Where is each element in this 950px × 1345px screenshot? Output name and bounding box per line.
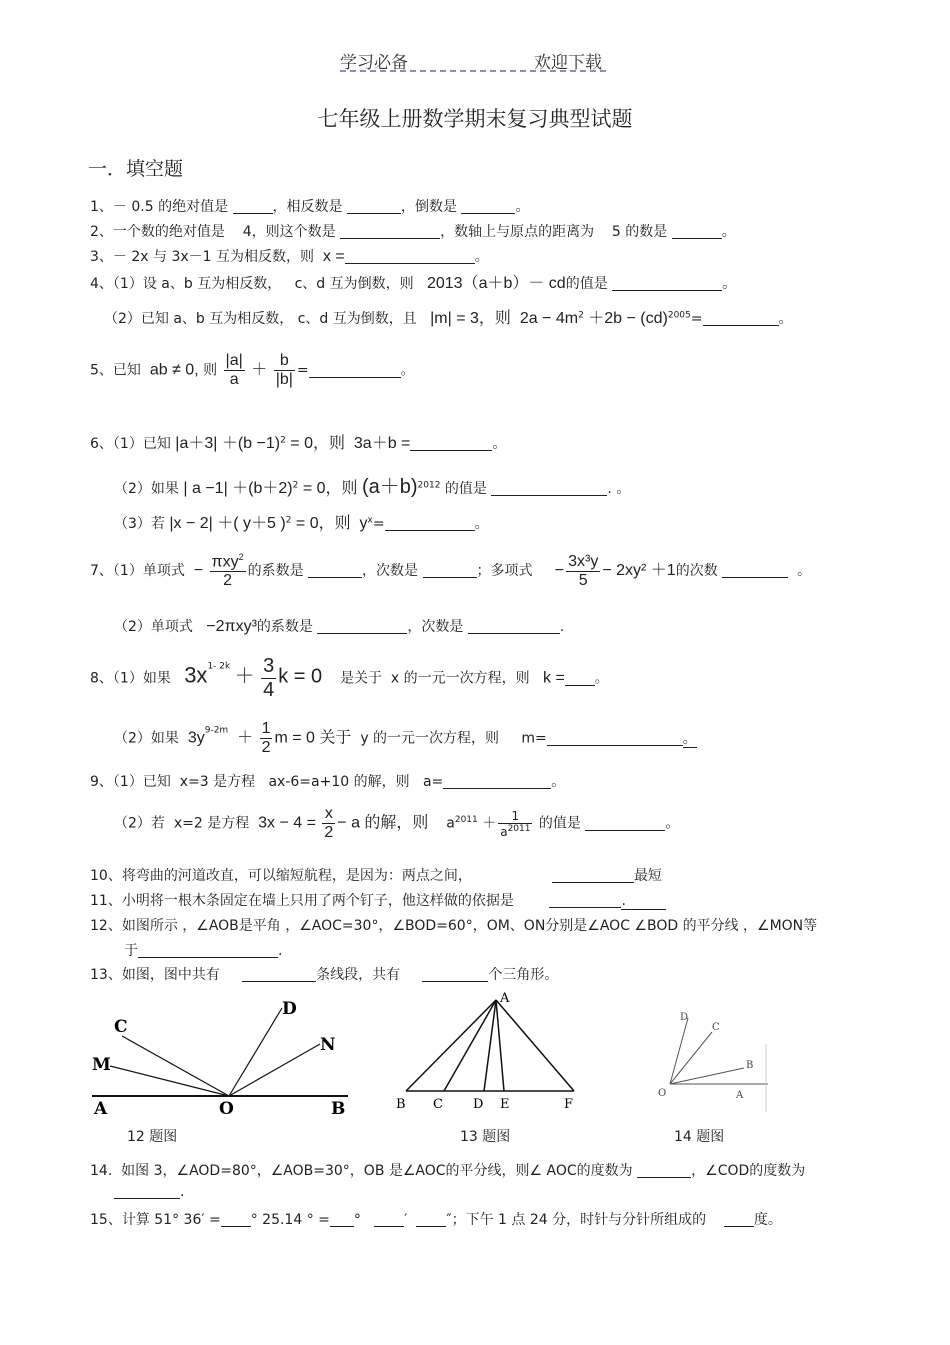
question-6-3: （3）若 |x − 2| ＋( y＋5 )$^2$ = 0，则 $y^x=$ 。 xyxy=(114,515,489,532)
question-9-2: （2）若 x=2 是方程 3x − 4 = $\frac{x}{2}$ − a 的解，则 $a^{2011}$ ＋ $\frac{1}{a^{2011}}$ 的值是 。 xyxy=(114,805,680,841)
question-7-1: 7、（1）单项式 − $\frac{\pi xy^2}{2}$ 的系数是 ，次数是 ；多项式 − $\frac{\text{3x³y}}{5}$ − 2xy² ＋1的次数 。 xyxy=(90,552,812,590)
question-11: 11、小明将一根木条固定在墙上只用了两个钉子，他这样做的依据是 . xyxy=(90,890,666,910)
fig12-label-m: M xyxy=(92,1055,111,1075)
figure-13-caption: 13 题图 xyxy=(460,1129,511,1145)
page-title: 七年级上册数学期末复习典型试题 xyxy=(317,107,633,131)
fig12-label-n: N xyxy=(320,1035,336,1055)
question-9-1: 9、（1）已知 x=3 是方程 ax-6=a+10 的解，则 a= 。 xyxy=(90,774,566,790)
question-8-1: 8、（1）如果 $3x^{1- 2k}$ ＋ $\frac{3}{4}$ k = 0 是关于 x 的一元一次方程，则 k = 。 xyxy=(90,655,609,701)
figure-12-caption: 12 题图 xyxy=(127,1129,178,1145)
question-6-2: （2）如果 | $a -1| +(b+2)^2 = 0$，则 $(a+b)^{2012}$ 的值是 . 。 xyxy=(114,476,631,498)
question-3: 3、－ 2x 与 3x－1 互为相反数，则 x = 。 xyxy=(90,248,489,265)
fig14-label-d: D xyxy=(680,1012,689,1023)
question-12: 12、如图所示 ，∠AOB是平角 ，∠AOC=30°，∠BOD=60°，OM、ON分别是∠AOC ∠BOD 的平分线 ，∠MON等 xyxy=(90,918,818,934)
figure-13 xyxy=(392,990,592,1116)
question-12-line2: 于 . xyxy=(124,943,283,959)
question-2: 2、一个数的绝对值是 4，则这个数是 ，数轴上与原点的距离为 5 的数是 。 xyxy=(90,224,736,240)
question-5: 5、已知 ab ≠ 0, 则 $\frac{|a|}{a}$ ＋ $\frac{b}{|b|}$ = 。 xyxy=(90,352,415,388)
fig13-label-b: B xyxy=(396,1097,406,1112)
question-4-1: 4、（1）设 a、b 互为相反数， c、d 互为倒数，则 2013（a＋b）－ cd的值是 。 xyxy=(90,275,737,292)
fig13-label-a: A xyxy=(500,991,510,1006)
question-6-1: 6、（1）已知 $|a+3| +(b -1)^2 = 0$，则 3a＋b = 。 xyxy=(90,435,507,452)
fig14-label-c: C xyxy=(712,1022,720,1033)
fig12-label-d: D xyxy=(282,999,297,1019)
fig13-label-f: F xyxy=(564,1097,574,1112)
figure-14-caption: 14 题图 xyxy=(674,1129,725,1145)
fig12-label-a: A xyxy=(94,1099,108,1119)
question-14-line2: . xyxy=(114,1184,184,1200)
fig13-label-d: D xyxy=(473,1097,484,1112)
question-13: 13、如图，图中共有 条线段，共有 个三角形。 xyxy=(90,967,559,983)
question-14: 14. 如图 3，∠AOD=80°，∠AOB=30°，OB 是∠AOC的平分线，则∠ AOC的度数为 ，∠COD的度数为 xyxy=(90,1163,806,1179)
header-rule xyxy=(340,70,606,72)
fig14-label-b: B xyxy=(746,1060,754,1071)
header-left: 学习必备 xyxy=(340,53,408,73)
fig12-label-b: B xyxy=(331,1099,346,1119)
question-7-2: （2）单项式 −2πxy³的系数是 ，次数是 . xyxy=(114,618,565,635)
question-1: 1、－ 0.5 的绝对值是 ，相反数是 ，倒数是 。 xyxy=(90,199,530,215)
question-4-2: （2）已知 a、b 互为相反数， c、d 互为倒数，且 |m| = 3，则 $2a - 4m^2 +2b - (cd)^{2005}=$ 。 xyxy=(104,310,793,327)
figure-12 xyxy=(88,992,358,1122)
figure-14 xyxy=(650,1004,772,1114)
header-right: 欢迎下载 xyxy=(534,53,602,73)
fig12-label-o: O xyxy=(219,1099,234,1119)
fig14-label-a: A xyxy=(736,1090,744,1101)
question-10: 10、将弯曲的河道改直，可以缩短航程，是因为：两点之间， 最短 xyxy=(90,868,662,884)
fig13-label-e: E xyxy=(500,1097,510,1112)
fig14-label-o: O xyxy=(658,1088,667,1099)
section-heading: 一．填空题 xyxy=(88,158,184,180)
question-15: 15、计算 51° 36′ = ° 25.14 ° = ° ′ ″；下午 1 点 24 分，时针与分针所组成的 度。 xyxy=(90,1212,782,1228)
question-8-2: （2）如果 $3y^{9-2m}$ ＋ $\frac{1}{2}$ m = 0 关于 y 的一元一次方程，则 m= 。 xyxy=(114,720,697,756)
fig13-label-c: C xyxy=(433,1097,443,1112)
fig12-label-c: C xyxy=(114,1017,128,1037)
